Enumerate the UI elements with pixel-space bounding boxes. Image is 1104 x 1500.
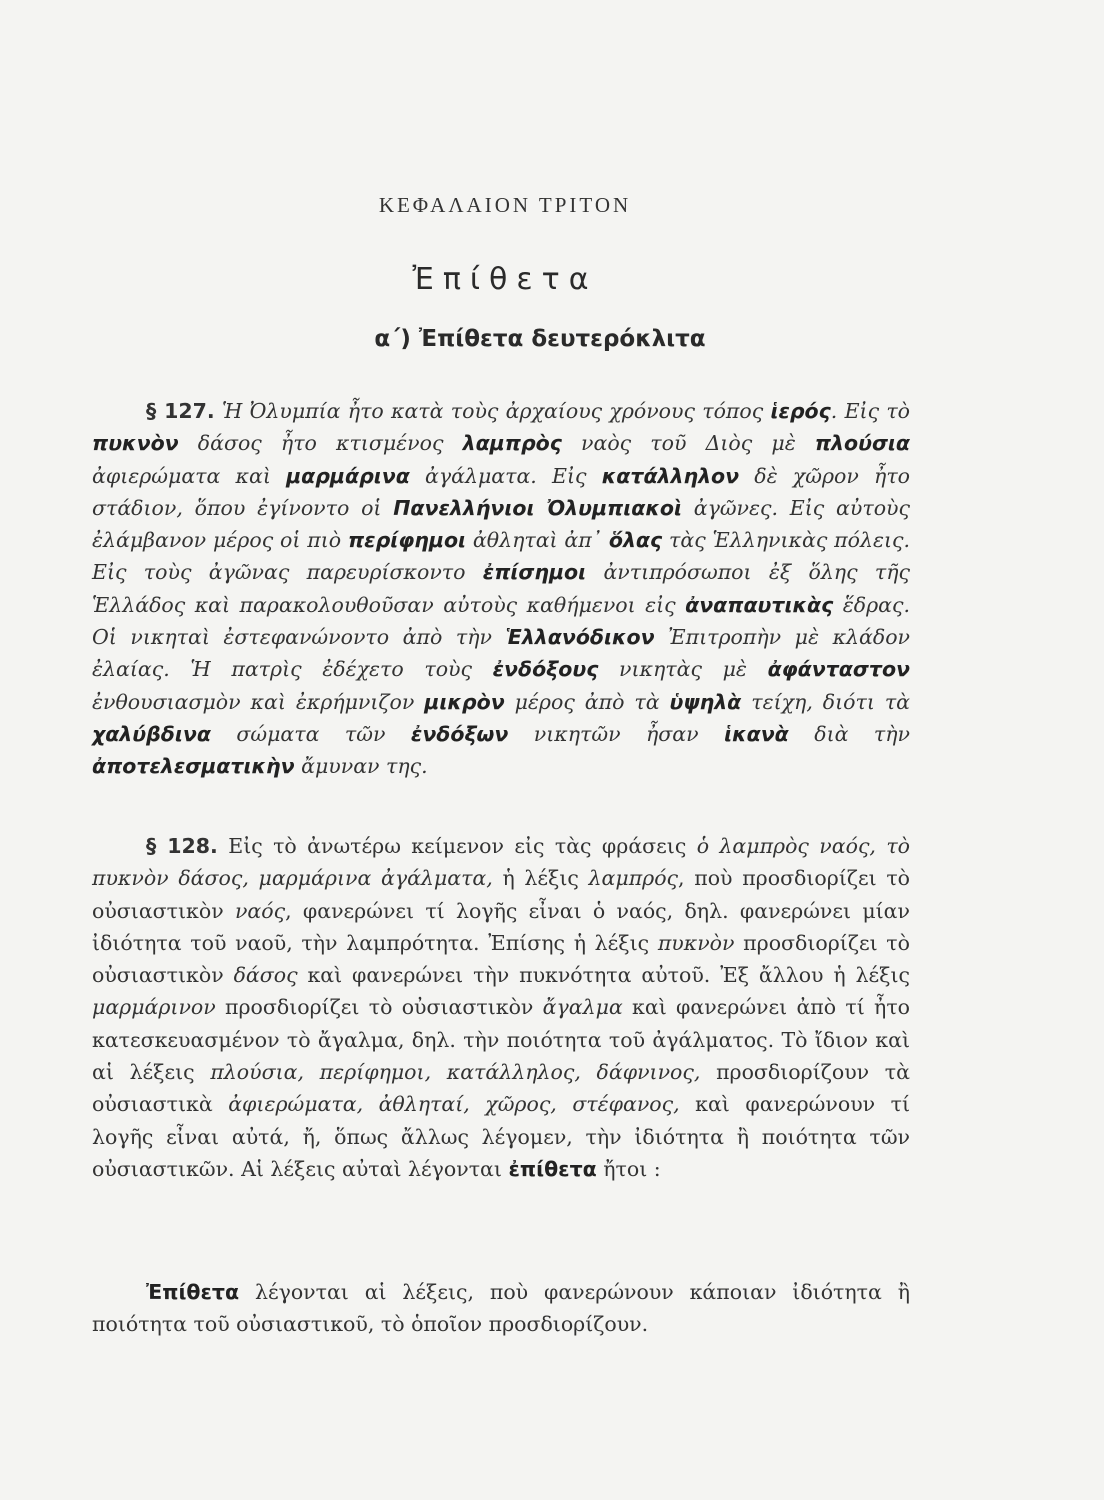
- chapter-title: Ἐπίθετα: [412, 262, 598, 297]
- bold-term: ἀναπαυτικὰς: [685, 592, 834, 617]
- bold-term: ὅλας: [608, 528, 663, 553]
- bold-term: ἐνδόξων: [410, 721, 509, 746]
- bold-term: ἀποτελεσματικὴν: [92, 754, 295, 779]
- bold-term: Πανελλήνιοι Ὀλυμπιακοὶ: [393, 495, 682, 520]
- bold-term: πυκνὸν: [92, 431, 179, 456]
- bold-term: μικρὸν: [424, 689, 505, 714]
- italic-term: πυκνὸν: [657, 930, 735, 955]
- definition-paragraph: Ἐπίθετα λέγονται αἱ λέξεις, ποὺ φανερώνουν κάποιαν ἰδιότητα ἢ ποιότητα τοῦ οὐσιαστικοῦ, τὸ ὁποῖον προσδιορίζουν.: [92, 1280, 910, 1337]
- bold-term: ἐπίθετα: [508, 1156, 597, 1181]
- italic-term: δάσος: [233, 963, 298, 988]
- bold-term: ἀφάνταστον: [767, 657, 910, 682]
- bold-term: μαρμάρινα: [286, 463, 410, 488]
- section-subtitle: α΄) Ἐπίθετα δευτερόκλιτα: [374, 326, 706, 352]
- section-number: § 128.: [146, 834, 218, 858]
- bold-term: Ἑλλανόδικον: [505, 625, 655, 650]
- italic-term: ναός: [234, 898, 286, 923]
- section-number: § 127.: [146, 399, 215, 423]
- italic-term: λαμπρός: [588, 866, 679, 891]
- italic-term: ἀφιερώματα, ἀθληταί, χῶρος, στέφανος,: [228, 1092, 680, 1117]
- italic-term: ὁ λαμπρὸς ναός, τὸ πυκνὸν δάσος, μαρμάρινα ἀγάλματα,: [92, 834, 911, 891]
- bold-term: ἱκανὰ: [724, 721, 789, 746]
- bold-term: ἱερός: [770, 399, 831, 423]
- bold-term: ἐπίσημοι: [482, 560, 587, 585]
- bold-term: χαλύβδινα: [92, 721, 211, 746]
- chapter-heading: ΚΕΦΑΛΑΙΟΝ ΤΡΙΤΟΝ: [378, 193, 632, 217]
- bold-term: ἐνδόξους: [492, 657, 599, 682]
- paragraph-128: § 128. Εἰς τὸ ἀνωτέρω κείμενον εἰς τὰς φράσεις ὁ λαμπρὸς ναός, τὸ πυκνὸν δάσος, μαρμάρινα ἀγάλματα, ἡ λέξις λαμπρός, ποὺ προσδιορίζει τὸ οὐσιαστικὸν ναός, φανερώνει τί λογῆς εἶναι ὁ ναός, δηλ. φανερώνει μίαν ἰδιότητα τοῦ ναοῦ, τὴν λαμπρότητα. Ἐπίσης ἡ λέξις πυκνὸν προσδιορίζει τὸ οὐσιαστικὸν δάσος καὶ φανερώνει τὴν πυκνότητα αὐτοῦ. Ἐξ ἄλλου ἡ λέξις μαρμάρινον προσδιορίζει τὸ οὐσιαστικὸν ἄγαλμα καὶ φανερώνει ἀπὸ τί ἦτο κατεσκευασμένον τὸ ἄγαλμα, δηλ. τὴν ποιότητα τοῦ ἀγάλματος. Τὸ ἴδιον καὶ αἱ λέξεις πλούσια, περίφημοι, κατάλληλος, δάφνινος, προσδιορίζουν τὰ οὐσιαστικὰ ἀφιερώματα, ἀθληταί, χῶρος, στέφανος, καὶ φανερώνουν τί λογῆς εἶναι αὐτά, ἤ, ὅπως ἄλλως λέγομεν, τὴν ἰδιότητα ἢ ποιότητα τῶν οὐσιαστικῶν. Αἱ λέξεις αὐταὶ λέγονται ἐπίθετα ἤτοι :: [92, 834, 911, 1181]
- bold-term: ὑψηλὰ: [669, 689, 742, 714]
- paragraph-127: § 127. Ἡ Ὀλυμπία ἦτο κατὰ τοὺς ἀρχαίους χρόνους τόπος ἱερός. Εἰς τὸ πυκνὸν δάσος ἦτο κτισμένος λαμπρὸς ναὸς τοῦ Διὸς μὲ πλούσια ἀφιερώματα καὶ μαρμάρινα ἀγάλματα. Εἰς κατάλληλον δὲ χῶρον ἦτο στάδιον, ὅπου ἐγίνοντο οἱ Πανελλήνιοι Ὀλυμπιακοὶ ἀγῶνες. Εἰς αὐτοὺς ἐλάμβανον μέρος οἱ πιὸ περίφημοι ἀθληταὶ ἀπ᾿ ὅλας τὰς Ἑλληνικὰς πόλεις. Εἰς τοὺς ἀγῶνας παρευρίσκοντο ἐπίσημοι ἀντιπρόσωποι ἐξ ὅλης τῆς Ἑλλάδος καὶ παρακολουθοῦσαν αὐτοὺς καθήμενοι εἰς ἀναπαυτικὰς ἕδρας. Οἱ νικηταὶ ἐστεφανώνοντο ἀπὸ τὴν Ἑλλανόδικον Ἐπιτροπὴν μὲ κλάδον ἐλαίας. Ἡ πατρὶς ἐδέχετο τοὺς ἐνδόξους νικητὰς μὲ ἀφάνταστον ἐνθουσιασμὸν καὶ ἐκρήμνιζον μικρὸν μέρος ἀπὸ τὰ ὑψηλὰ τείχη, διότι τὰ χαλύβδινα σώματα τῶν ἐνδόξων νικητῶν ἦσαν ἱκανὰ διὰ τὴν ἀποτελεσματικὴν ἄμυναν της.: [92, 399, 911, 779]
- bold-term: λαμπρὸς: [462, 431, 562, 456]
- bold-term: πλούσια: [814, 431, 910, 456]
- italic-term: ἄγαλμα: [542, 995, 623, 1020]
- italic-term: μαρμάρινον: [92, 995, 216, 1020]
- bold-term: κατάλληλον: [601, 463, 740, 488]
- italic-term: πλούσια, περίφημοι, κατάλληλος, δάφνινος,: [210, 1060, 701, 1085]
- bold-term: Ἐπίθετα: [146, 1280, 240, 1304]
- bold-term: περίφημοι: [347, 528, 467, 553]
